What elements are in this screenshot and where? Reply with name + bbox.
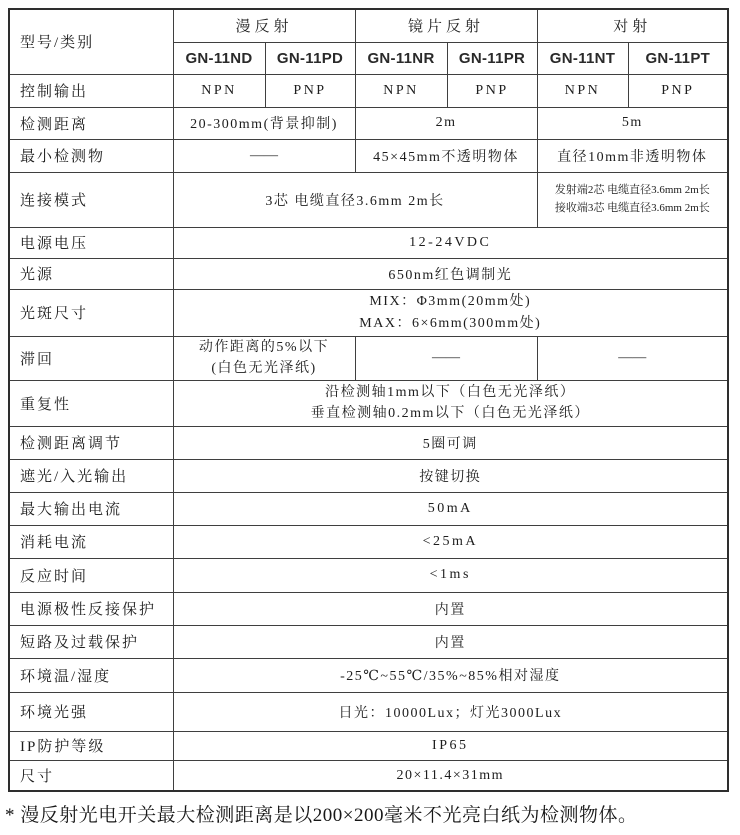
label-control-output: 控制输出 (9, 74, 173, 107)
label-light-source: 光源 (9, 258, 173, 289)
row-reverse-polarity-protection (9, 592, 728, 625)
value-repeatability (173, 380, 728, 426)
label-detect-distance: 检测距离 (9, 107, 173, 139)
label-min-object: 最小检测物 (9, 139, 173, 172)
label-beam-output-mode: 遮光/入光输出 (9, 459, 173, 492)
value-repeatability-line2: 垂直检测轴0.2mm以下（白色无光泽纸） (310, 406, 590, 422)
label-supply-voltage: 电源电压 (9, 227, 173, 258)
label-ambient-temp-humidity: 环境温/湿度 (9, 658, 173, 692)
value-control-output-3: NPN (355, 74, 447, 107)
label-spot-size: 光斑尺寸 (9, 289, 173, 336)
label-repeatability: 重复性 (9, 380, 173, 426)
value-hysteresis-through: —— (537, 336, 728, 380)
row-ambient-light (9, 692, 728, 731)
row-min-object (9, 139, 728, 172)
spec-table (8, 8, 729, 792)
value-connection-through-line2: 接收端3芯 电缆直径3.6mm 2m长 (554, 201, 710, 214)
value-ambient-temp-humidity: -25℃~55℃/35%~85%相对湿度 (173, 658, 728, 692)
row-header-groups (9, 9, 728, 42)
label-short-circuit-protection: 短路及过载保护 (9, 625, 173, 658)
label-hysteresis: 滞回 (9, 336, 173, 380)
value-ambient-light: 日光：10000Lux；灯光3000Lux (173, 692, 728, 731)
value-repeatability-line1: 沿检测轴1mm以下（白色无光泽纸） (325, 384, 576, 400)
label-response-time: 反应时间 (9, 558, 173, 592)
value-detect-distance-diffuse: 20-300mm(背景抑制) (173, 107, 355, 139)
value-ip-rating: IP65 (173, 731, 728, 760)
value-control-output-2: PNP (265, 74, 355, 107)
row-response-time (9, 558, 728, 592)
row-ip-rating (9, 731, 728, 760)
label-current-consumption: 消耗电流 (9, 525, 173, 558)
value-min-object-retro: 45×45mm不透明物体 (355, 139, 537, 172)
value-reverse-polarity-protection: 内置 (173, 592, 728, 625)
model-gn-11nt: GN-11NT (537, 42, 628, 74)
row-ambient-temp-humidity (9, 658, 728, 692)
label-max-output-current: 最大输出电流 (9, 492, 173, 525)
value-hysteresis-retro: —— (355, 336, 537, 380)
model-gn-11pd: GN-11PD (265, 42, 355, 74)
group-header-retroreflective: 镜片反射 (355, 9, 537, 42)
corner-label: 型号/类别 (9, 9, 173, 74)
value-spot-size (173, 289, 728, 336)
row-supply-voltage (9, 227, 728, 258)
row-repeatability (9, 380, 728, 426)
value-short-circuit-protection: 内置 (173, 625, 728, 658)
row-detect-distance (9, 107, 728, 139)
row-hysteresis (9, 336, 728, 380)
value-supply-voltage: 12-24VDC (173, 227, 728, 258)
value-detect-distance-retro: 2m (355, 107, 537, 139)
label-connection: 连接模式 (9, 172, 173, 227)
row-dimensions (9, 760, 728, 791)
model-gn-11nd: GN-11ND (173, 42, 265, 74)
row-current-consumption (9, 525, 728, 558)
value-min-object-diffuse: —— (173, 139, 355, 172)
value-dimensions: 20×11.4×31mm (173, 760, 728, 791)
value-response-time: <1ms (173, 558, 728, 592)
row-max-output-current (9, 492, 728, 525)
value-connection-through (537, 172, 728, 227)
row-short-circuit-protection (9, 625, 728, 658)
value-connection-through-line1: 发射端2芯 电缆直径3.6mm 2m长 (554, 184, 710, 197)
value-light-source: 650nm红色调制光 (173, 258, 728, 289)
row-light-source (9, 258, 728, 289)
value-detect-distance-through: 5m (537, 107, 728, 139)
model-gn-11nr: GN-11NR (355, 42, 447, 74)
row-beam-output-mode (9, 459, 728, 492)
value-hysteresis-diffuse-line2: (白色无光泽纸) (211, 361, 317, 377)
label-distance-adjust: 检测距离调节 (9, 426, 173, 459)
model-gn-11pt: GN-11PT (628, 42, 728, 74)
label-ambient-light: 环境光强 (9, 692, 173, 731)
value-control-output-4: PNP (447, 74, 537, 107)
label-ip-rating: IP防护等级 (9, 731, 173, 760)
row-spot-size (9, 289, 728, 336)
value-hysteresis-diffuse-line1: 动作距离的5%以下 (198, 339, 330, 355)
label-reverse-polarity-protection: 电源极性反接保护 (9, 592, 173, 625)
value-spot-size-line2: MAX：6×6mm(300mm处) (359, 315, 542, 331)
value-hysteresis-diffuse (173, 336, 355, 380)
group-header-diffuse: 漫反射 (173, 9, 355, 42)
value-control-output-5: NPN (537, 74, 628, 107)
value-beam-output-mode: 按键切换 (173, 459, 728, 492)
value-control-output-1: NPN (173, 74, 265, 107)
group-header-throughbeam: 对射 (537, 9, 728, 42)
value-connection-main: 3芯 电缆直径3.6mm 2m长 (173, 172, 537, 227)
row-control-output (9, 74, 728, 107)
value-spot-size-line1: MIX：Φ3mm(20mm处) (369, 293, 532, 309)
value-min-object-through: 直径10mm非透明物体 (537, 139, 728, 172)
row-connection (9, 172, 728, 227)
label-dimensions: 尺寸 (9, 760, 173, 791)
row-distance-adjust (9, 426, 728, 459)
footnote: * 漫反射光电开关最大检测距离是以200×200毫米不光亮白纸为检测物体。 (5, 805, 638, 826)
value-control-output-6: PNP (628, 74, 728, 107)
value-max-output-current: 50mA (173, 492, 728, 525)
value-current-consumption: <25mA (173, 525, 728, 558)
value-distance-adjust: 5圈可调 (173, 426, 728, 459)
model-gn-11pr: GN-11PR (447, 42, 537, 74)
